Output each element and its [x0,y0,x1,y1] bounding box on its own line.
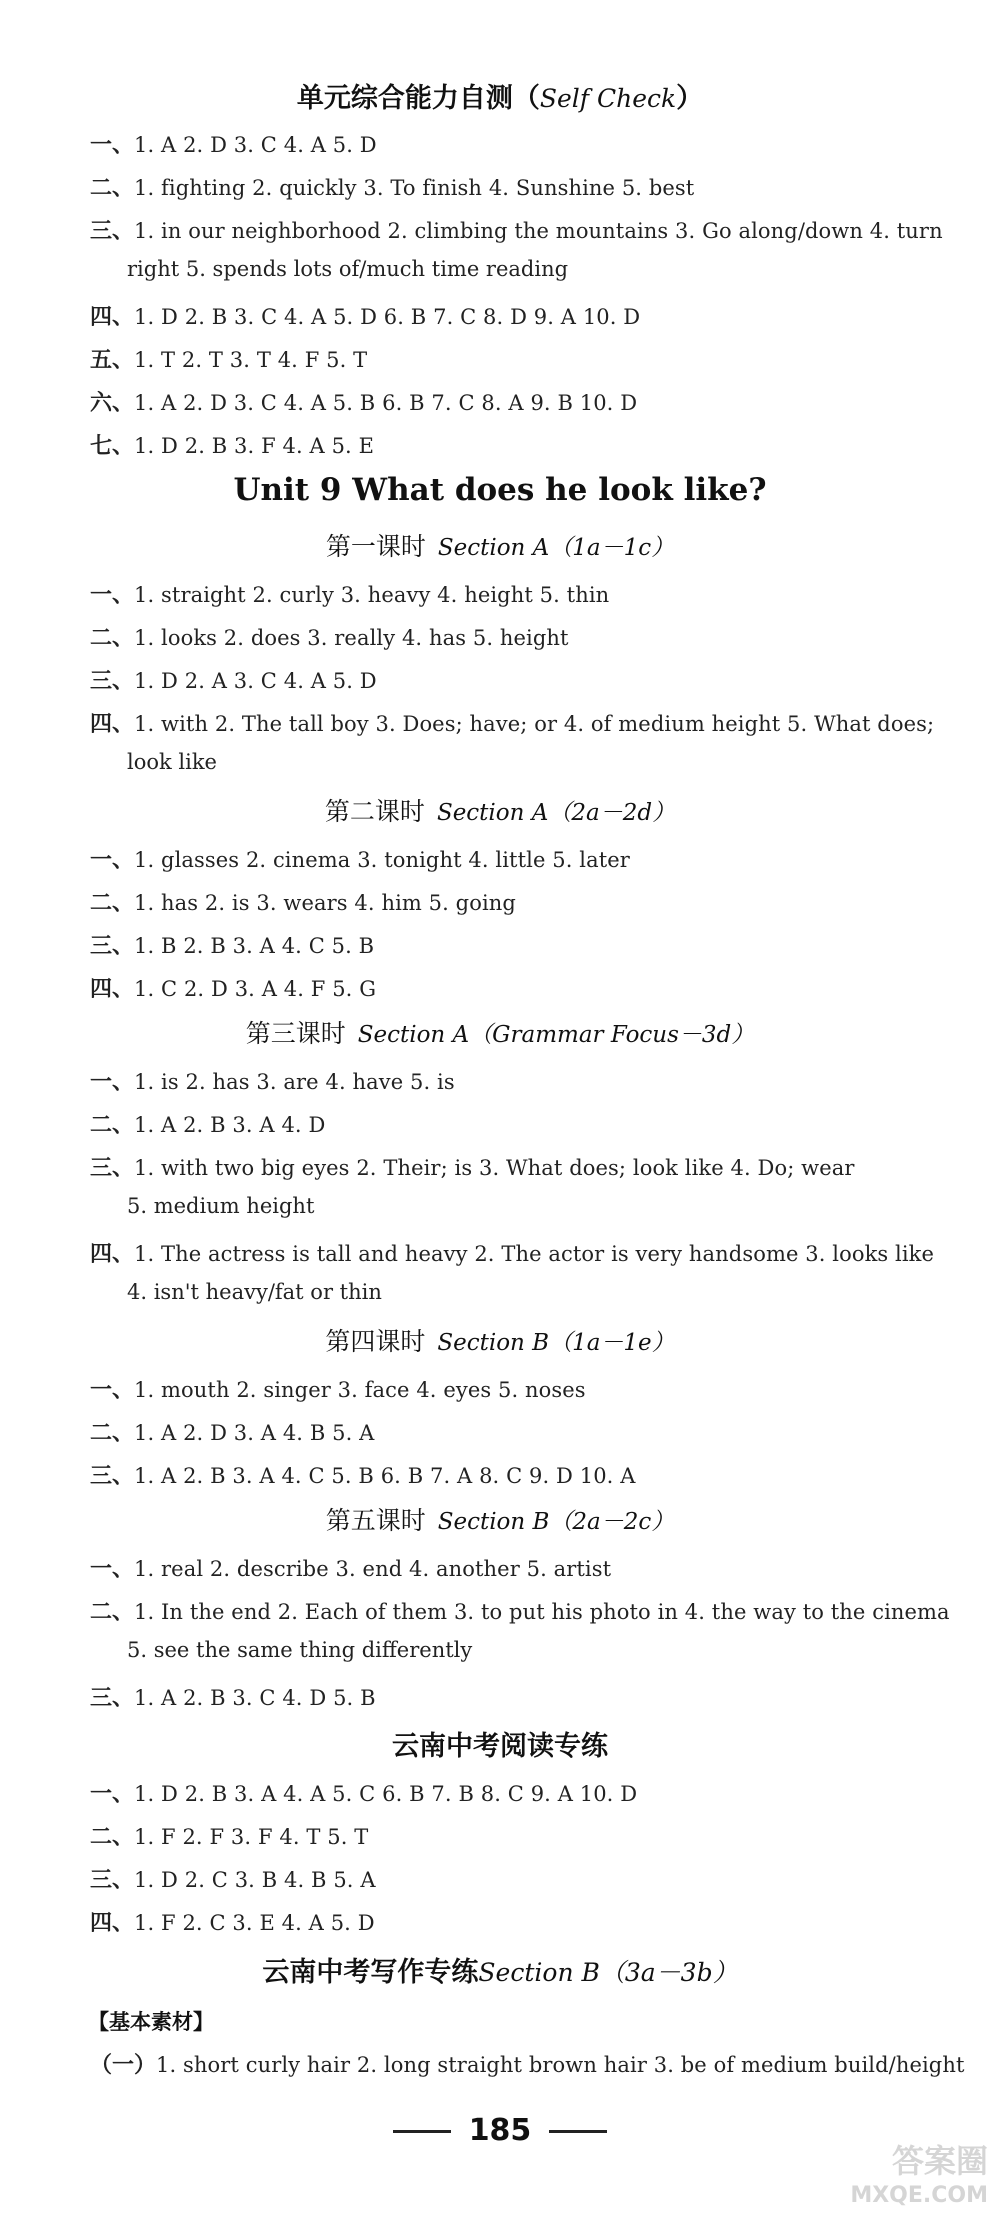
answer-row [90,1459,636,1490]
answer-text: 1. A 2. B 3. A 4. C 5. B 6. B 7. A 8. C 9. D 10. A [134,1464,636,1488]
exercise-number: 一、 [90,1070,135,1095]
answer-text: 1. A 2. B 3. C 4. D 5. B [134,1686,376,1710]
lesson-heading-cn: 第三课时 [245,1019,346,1048]
answer-row [90,343,367,374]
answer-text: 1. D 2. C 3. B 4. B 5. A [134,1868,376,1892]
exercise-number: 三、 [90,1868,135,1893]
answer-row [90,300,640,331]
section-heading [0,76,1000,115]
answer-text: 1. The actress is tall and heavy 2. The actor is very handsome 3. looks like [134,1242,935,1266]
exercise-number: 四、 [90,1911,135,1936]
answer-row-continuation: 5. see the same thing differently [127,1638,473,1662]
answer-row [90,1416,374,1447]
answer-text: 1. is 2. has 3. are 4. have 5. is [134,1070,455,1094]
answer-row [90,664,377,695]
material-box-label: 【基本素材】 [88,2010,214,2034]
answer-row [90,621,569,652]
answer-row [90,578,609,609]
exercise-number: 一、 [90,1782,135,1807]
section-heading [0,1950,1000,1989]
exercise-number: 二、 [90,1825,135,1850]
answer-text: 1. B 2. B 3. A 4. C 5. B [134,934,375,958]
lesson-heading-cn: 第一课时 [325,532,426,561]
exercise-number: 四、 [90,305,135,330]
exercise-number: 一、 [90,583,135,608]
lesson-heading-cn: 第二课时 [324,797,425,826]
exercise-number: 一、 [90,848,135,873]
exercise-number: 三、 [90,219,135,244]
answer-row [90,1906,375,1937]
lesson-heading-section: Section A（Grammar Focus－3d） [357,1022,755,1048]
answer-row-continuation: right 5. spends lots of/much time reading [127,257,569,281]
exercise-number: 三、 [90,1464,135,1489]
answer-row-continuation: 4. isn't heavy/fat or thin [127,1280,382,1304]
page-number-dash-right [549,2130,607,2133]
answer-text: 1. D 2. A 3. C 4. A 5. D [134,669,377,693]
answer-row [90,1151,855,1182]
exercise-number: 二、 [90,626,135,651]
watermark-title: 答案圈 [891,2142,988,2180]
answer-text: 1. has 2. is 3. wears 4. him 5. going [134,891,516,915]
heading-paren-open: （ [512,83,540,114]
page-number-text: 185 [468,2113,532,2148]
answer-text: 1. F 2. C 3. E 4. A 5. D [134,1911,375,1935]
answer-row [90,1681,376,1712]
section-heading-cn: 云南中考写作专练 [262,1957,479,1988]
answer-row [90,1108,325,1139]
answer-row [90,1820,368,1851]
answer-row [90,1552,611,1583]
answer-text: 1. A 2. D 3. A 4. B 5. A [134,1421,375,1445]
answer-row [90,1237,934,1268]
answer-text: 1. fighting 2. quickly 3. To finish 4. Sunshine 5. best [134,176,695,200]
answer-text: 1. glasses 2. cinema 3. tonight 4. little 5. later [134,848,630,872]
section-heading-cn: 单元综合能力自测 [296,83,513,114]
exercise-number: 五、 [90,348,135,373]
answer-row [90,429,374,460]
answer-text: 1. real 2. describe 3. end 4. another 5. artist [134,1557,612,1581]
answer-text: 1. with two big eyes 2. Their; is 3. What does; look like 4. Do; wear [134,1156,855,1180]
answer-row [90,1777,637,1808]
answer-text: 1. looks 2. does 3. really 4. has 5. height [134,626,569,650]
exercise-number: 四、 [90,1242,135,1267]
answer-text: 1. A 2. D 3. C 4. A 5. D [134,133,377,157]
answer-row [90,886,516,917]
lesson-heading [0,792,1000,828]
exercise-number: 二、 [90,176,135,201]
page-number-dash-left [393,2130,451,2133]
answer-row [90,214,943,245]
answer-text: 1. mouth 2. singer 3. face 4. eyes 5. noses [134,1378,586,1402]
answer-text: 1. D 2. B 3. F 4. A 5. E [134,434,375,458]
answer-row-continuation: look like [127,750,217,774]
lesson-heading [0,527,1000,563]
answer-text: 1. A 2. B 3. A 4. D [134,1113,326,1137]
exercise-number: 二、 [90,891,135,916]
exercise-number: 三、 [90,934,135,959]
exercise-number: 六、 [90,391,135,416]
lesson-heading-section: Section B（2a－2c） [437,1509,675,1535]
lesson-heading [0,1322,1000,1358]
answer-row [90,1863,376,1894]
answer-text: 1. T 2. T 3. T 4. F 5. T [134,348,368,372]
exercise-number: （一） [90,2053,157,2078]
unit-title: Unit 9 What does he look like? [233,472,767,508]
lesson-heading [0,1501,1000,1537]
answer-row [90,1373,586,1404]
answer-text: 1. D 2. B 3. C 4. A 5. D 6. B 7. C 8. D 9. A 10. D [134,305,641,329]
lesson-heading-section: Section B（1a－1e） [437,1330,675,1356]
lesson-heading-cn: 第四课时 [325,1327,426,1356]
section-heading-latin: Self Check [539,84,677,113]
answer-row [90,1065,455,1096]
exercise-number: 一、 [90,1557,135,1582]
exercise-number: 二、 [90,1421,135,1446]
answer-row-continuation: 5. medium height [127,1194,315,1218]
answer-text: 1. short curly hair 2. long straight brown hair 3. be of medium build/height [156,2053,965,2077]
answer-row [90,171,694,202]
section-heading [0,1724,1000,1763]
answer-row [90,2048,965,2079]
answer-row [90,1595,950,1626]
lesson-heading [0,1014,1000,1050]
exercise-number: 二、 [90,1113,135,1138]
answer-row [90,707,934,738]
answer-text: 1. D 2. B 3. A 4. A 5. C 6. B 7. B 8. C 9. A 10. D [134,1782,638,1806]
answer-text: 1. F 2. F 3. F 4. T 5. T [134,1825,369,1849]
watermark-url: MXQE.COM [850,2183,988,2208]
exercise-number: 四、 [90,712,135,737]
watermark-logo [792,2138,992,2208]
answer-row [90,972,376,1003]
exercise-number: 三、 [90,1686,135,1711]
answer-row [90,128,377,159]
exercise-number: 一、 [90,1378,135,1403]
answer-row [90,929,374,960]
exercise-number: 三、 [90,669,135,694]
lesson-heading-cn: 第五课时 [325,1506,426,1535]
answer-text: 1. in our neighborhood 2. climbing the mountains 3. Go along/down 4. turn [134,219,943,243]
lesson-heading-section: Section A（1a－1c） [437,535,675,561]
answer-row [90,386,637,417]
exercise-number: 一、 [90,133,135,158]
exercise-number: 二、 [90,1600,135,1625]
answer-text: 1. A 2. D 3. C 4. A 5. B 6. B 7. C 8. A 9. B 10. D [134,391,638,415]
heading-paren-close: ） [676,83,704,114]
answer-text: 1. C 2. D 3. A 4. F 5. G [134,977,377,1001]
answer-text: 1. with 2. The tall boy 3. Does; have; or 4. of medium height 5. What does; [134,712,935,736]
section-heading-latin: Section B（3a－3b） [478,1958,738,1987]
section-heading-cn: 云南中考阅读专练 [392,1731,608,1762]
lesson-heading-section: Section A（2a－2d） [436,800,676,826]
answer-row [90,843,630,874]
answer-text: 1. In the end 2. Each of them 3. to put his photo in 4. the way to the cinema [134,1600,950,1624]
exercise-number: 七、 [90,434,135,459]
exercise-number: 四、 [90,977,135,1002]
answer-text: 1. straight 2. curly 3. heavy 4. height 5. thin [134,583,610,607]
exercise-number: 三、 [90,1156,135,1181]
